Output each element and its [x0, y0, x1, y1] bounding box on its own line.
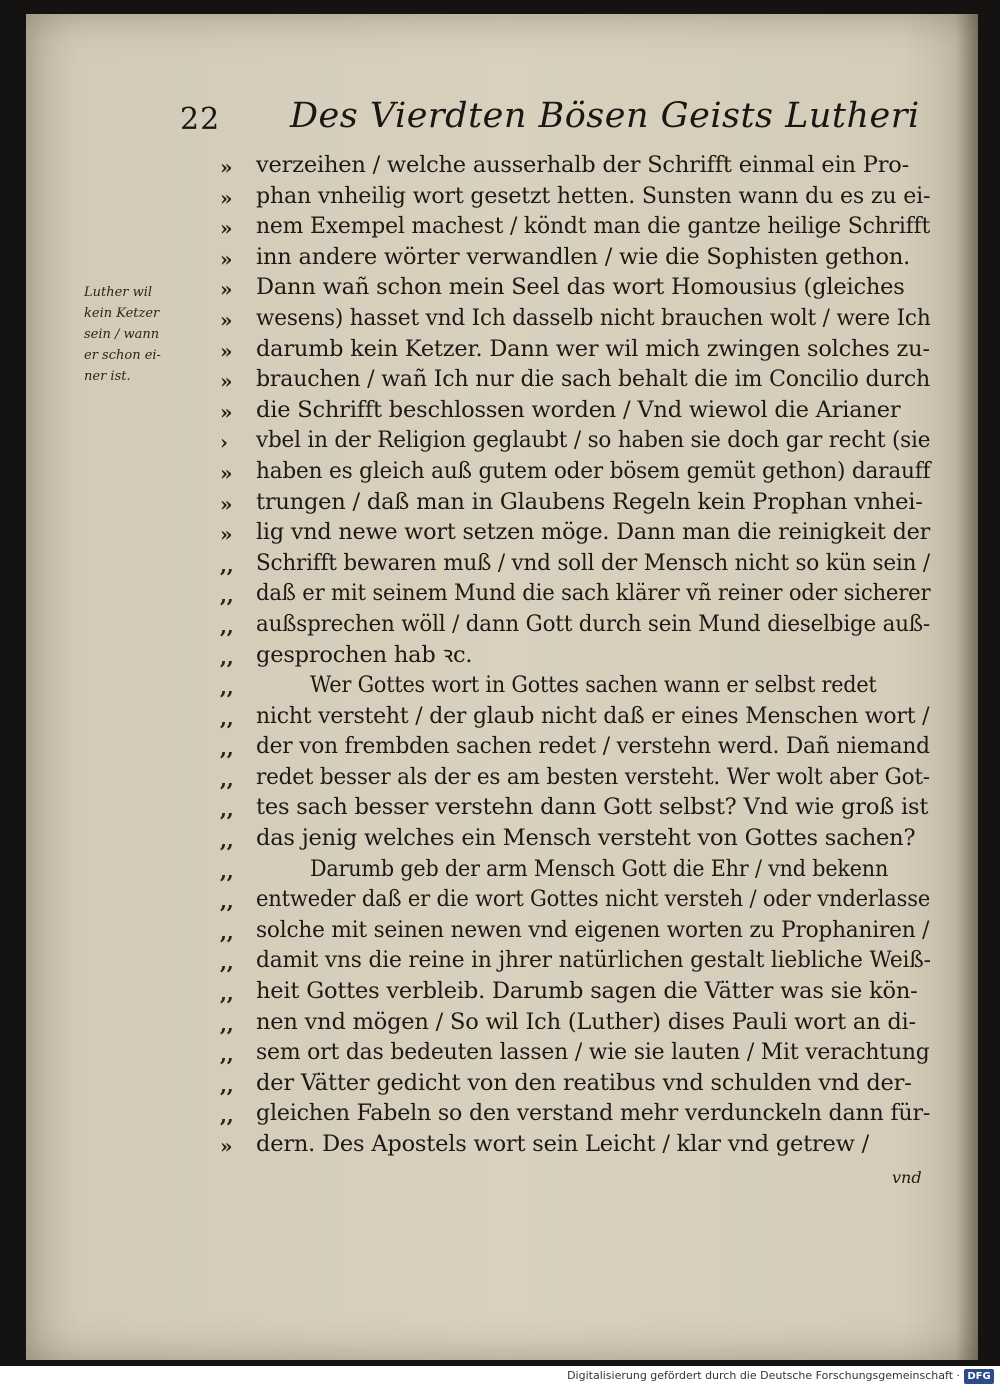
text-line — [196, 823, 930, 854]
text-line-content: trungen / daß man in Glaubens Regeln kein Prophan vnhei- — [256, 488, 923, 515]
text-line-content: der Vätter gedicht von den reatibus vnd schulden vnd der- — [256, 1069, 912, 1096]
text-line — [196, 425, 930, 456]
body-text — [196, 150, 930, 1160]
text-line-content: dern. Des Apostels wort sein Leicht / klar vnd getrew / — [256, 1131, 869, 1157]
text-line — [196, 150, 930, 181]
footer-credit: Digitalisierung gefördert durch die Deutsche Forschungsgemeinschaft · — [567, 1369, 960, 1382]
text-line-content: sem ort das bedeuten lassen / wie sie lauten / Mit verachtung — [256, 1039, 930, 1066]
text-line-content: damit vns die reine in jhrer natürlichen gestalt liebliche Weiß- — [256, 947, 931, 974]
quotation-mark: » — [220, 491, 233, 516]
quotation-mark: » — [220, 338, 233, 363]
footer-bar — [0, 1366, 1000, 1388]
quotation-mark: ,, — [220, 705, 234, 730]
quotation-mark: ,, — [220, 1072, 234, 1097]
text-line-content: darumb kein Ketzer. Dann wer wil mich zwingen solches zu- — [256, 335, 930, 362]
text-line — [196, 854, 930, 885]
quotation-mark: » — [220, 1134, 233, 1158]
text-line — [196, 487, 930, 518]
text-line — [196, 792, 930, 823]
text-line — [196, 364, 930, 395]
text-line-content: das jenig welches ein Mensch versteht von Gottes sachen? — [256, 825, 916, 852]
quotation-mark: » — [220, 460, 233, 485]
page-gutter-shadow — [956, 14, 978, 1360]
quotation-mark: ,, — [220, 828, 234, 853]
text-line — [196, 1007, 930, 1038]
quotation-mark: ,, — [220, 858, 234, 883]
margin-note-line: Luther wil — [84, 285, 153, 300]
text-line — [196, 762, 930, 793]
text-line — [196, 1129, 930, 1160]
quotation-mark: » — [220, 155, 233, 179]
quotation-mark: » — [220, 277, 233, 302]
text-line-content: wesens) hasset vnd Ich dasselb nicht brauchen wolt / were Ich — [256, 304, 931, 331]
quotation-mark: ,, — [220, 919, 234, 944]
text-line-content: daß er mit seinem Mund die sach klärer vñ reiner oder sicherer — [256, 580, 931, 607]
text-line — [196, 578, 930, 609]
text-line-content: Schrifft bewaren muß / vnd soll der Mensch nicht so kün sein / — [256, 549, 930, 576]
text-line — [196, 548, 930, 579]
text-line-content: gesprochen hab ꝛc. — [256, 641, 473, 668]
quotation-mark: ,, — [220, 981, 234, 1006]
text-line — [196, 242, 930, 273]
quotation-mark: » — [220, 522, 233, 547]
quotation-mark: ,, — [220, 552, 234, 577]
text-line — [196, 272, 930, 303]
quotation-mark: ,, — [220, 613, 234, 638]
text-line — [196, 181, 930, 212]
text-line-content: die Schrifft beschlossen worden / Vnd wiewol die Arianer — [256, 396, 901, 423]
text-line — [196, 395, 930, 426]
text-line — [196, 640, 930, 671]
margin-note-line: ner ist. — [84, 369, 131, 384]
margin-note-line: sein / wann — [84, 327, 160, 342]
text-line — [196, 731, 930, 762]
text-line — [196, 945, 930, 976]
quotation-mark: ,, — [220, 1103, 234, 1128]
margin-note-line: er schon ei- — [84, 348, 161, 363]
text-line-content: nicht versteht / der glaub nicht daß er eines Menschen wort / — [256, 702, 930, 729]
text-line — [196, 1098, 930, 1129]
text-line — [196, 334, 930, 365]
dfg-logo: DFG — [964, 1369, 994, 1384]
text-line-content: Dann wañ schon mein Seel das wort Homousius (gleiches — [256, 274, 905, 301]
quotation-mark: ,, — [220, 644, 234, 669]
text-line-content: redet besser als der es am besten versteht. Wer wolt aber Got- — [256, 763, 930, 790]
text-line-content: brauchen / wañ Ich nur die sach behalt die im Concilio durch — [256, 366, 931, 393]
page-number: 22 — [180, 102, 221, 137]
text-line-content: nen vnd mögen / So wil Ich (Luther) dises Pauli wort an di- — [256, 1008, 916, 1035]
text-line-content: inn andere wörter verwandlen / wie die Sophisten gethon. — [256, 243, 911, 270]
text-line-content: der von frembden sachen redet / verstehn werd. Dañ niemand — [256, 733, 930, 760]
text-line-content: lig vnd newe wort setzen möge. Dann man die reinigkeit der — [256, 519, 931, 546]
text-line — [196, 976, 930, 1007]
text-line-content: entweder daß er die wort Gottes nicht versteh / oder vnderlasse — [256, 886, 931, 913]
quotation-mark: ,, — [220, 675, 234, 700]
quotation-mark: » — [220, 185, 233, 210]
quotation-mark: » — [220, 307, 233, 332]
text-line — [196, 303, 930, 334]
quotation-mark: ,, — [220, 1011, 234, 1036]
quotation-mark: ,, — [220, 797, 234, 822]
quotation-mark: » — [220, 399, 233, 424]
quotation-mark: ,, — [220, 1042, 234, 1067]
quotation-mark: » — [220, 216, 233, 241]
text-line-content: heit Gottes verbleib. Darumb sagen die Vätter was sie kön- — [256, 978, 918, 1005]
text-line — [196, 915, 930, 946]
text-line-content: nem Exempel machest / köndt man die gantze heilige Schrifft — [256, 213, 931, 240]
text-line-content: gleichen Fabeln so den verstand mehr verdunckeln dann für- — [256, 1100, 931, 1127]
text-line — [196, 517, 930, 548]
text-line-content: tes sach besser verstehn dann Gott selbst? Vnd wie groß ist — [256, 794, 929, 821]
running-head: Des Vierdten Bösen Geists Lutheri — [290, 96, 920, 136]
text-line — [196, 1068, 930, 1099]
text-line-content: verzeihen / welche ausserhalb der Schrifft einmal ein Pro- — [256, 152, 910, 178]
quotation-mark: ,, — [220, 889, 234, 914]
quotation-mark: » — [220, 369, 233, 394]
text-line — [196, 701, 930, 732]
text-line-content: solche mit seinen newen vnd eigenen worten zu Prophaniren / — [256, 916, 930, 943]
text-line-content: Wer Gottes wort in Gottes sachen wann er selbst redet — [310, 672, 877, 699]
quotation-mark: » — [220, 246, 233, 271]
text-line-content: außsprechen wöll / dann Gott durch sein Mund dieselbige auß- — [256, 610, 930, 637]
margin-note-line: kein Ketzer — [84, 306, 160, 321]
text-line — [196, 1037, 930, 1068]
text-line — [196, 609, 930, 640]
catchword: vnd — [892, 1168, 922, 1187]
text-line — [196, 456, 930, 487]
quotation-mark: ,, — [220, 736, 234, 761]
quotation-mark: ,, — [220, 583, 234, 608]
quotation-mark: ,, — [220, 766, 234, 791]
text-line — [196, 211, 930, 242]
text-line-content: Darumb geb der arm Mensch Gott die Ehr / vnd bekenn — [310, 855, 889, 882]
text-line — [196, 670, 930, 701]
text-line — [196, 884, 930, 915]
quotation-mark: ,, — [220, 950, 234, 975]
text-line-content: vbel in der Religion geglaubt / so haben sie doch gar recht (sie — [256, 427, 931, 454]
text-line-content: phan vnheilig wort gesetzt hetten. Sunsten wann du es zu ei- — [256, 182, 931, 209]
quotation-mark: › — [220, 430, 228, 455]
text-line-content: haben es gleich auß gutem oder bösem gemüt gethon) darauff — [256, 457, 931, 484]
